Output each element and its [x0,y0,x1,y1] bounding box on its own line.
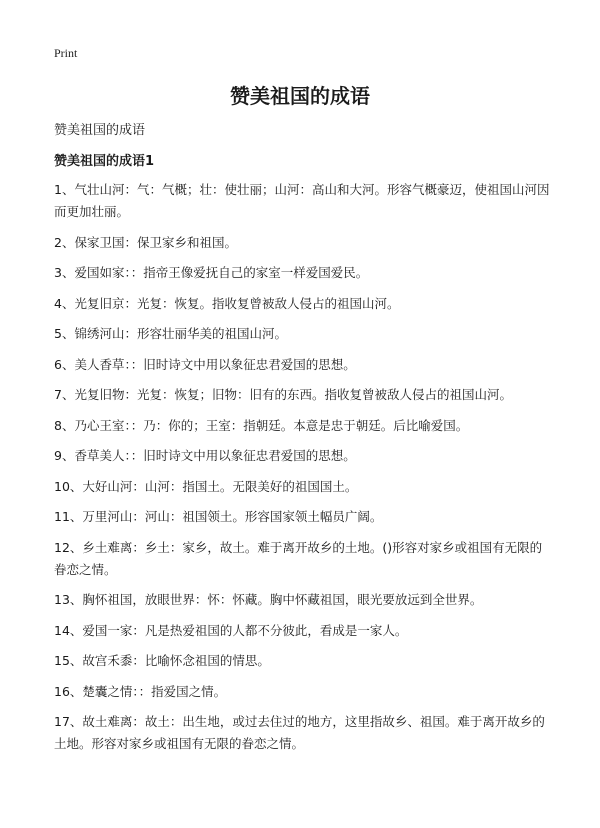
idiom-item-5: 5、锦绣河山：形容壮丽华美的祖国山河。 [54,326,287,341]
idiom-item-14: 14、爱国一家：凡是热爱祖国的人都不分彼此，看成是一家人。 [54,622,408,638]
idiom-list [54,179,554,764]
subtitle: 赞美祖国的成语 [54,123,146,138]
idiom-item-12: 12、乡土难离：乡土：家乡，故土。难于离开故乡的土地。()形容对家乡或祖国有无限的眷恋之情。 [54,539,543,577]
idiom-item-11: 11、万里河山：河山：祖国领土。形容国家领土幅员广阔。 [54,509,383,524]
idiom-item-7: 7、光复旧物：光复：恢复；旧物：旧有的东西。指收复曾被敌人侵占的祖国山河。 [54,387,512,402]
idiom-item-6: 6、美人香草：：旧时诗文中用以象征忠君爱国的思想。 [54,356,356,372]
idiom-item-15: 15、故宫禾黍：比喻怀念祖国的情思。 [54,653,270,668]
idiom-item-3: 3、爱国如家：：指帝王像爱抚自己的家室一样爱国爱民。 [54,265,369,280]
section-heading: 赞美祖国的成语1 [54,154,155,169]
idiom-item-4: 4、光复旧京：光复：恢复。指收复曾被敌人侵占的祖国山河。 [54,295,400,311]
idiom-item-16: 16、楚囊之情：：指爱国之情。 [54,683,227,699]
idiom-item-17: 17、故土难离：故土：出生地，或过去住过的地方，这里指故乡、祖国。难于离开故乡的土地。形容对家乡或祖国有无限的眷恋之情。 [54,714,545,751]
idiom-item-10: 10、大好山河：山河：指国土。无限美好的祖国国土。 [54,478,358,494]
print-link[interactable]: Print [54,46,78,60]
idiom-item-8: 8、乃心王室：：乃：你的；王室：指朝廷。本意是忠于朝廷。后比喻爱国。 [54,417,469,433]
page-title: 赞美祖国的成语 [230,84,370,108]
idiom-item-9: 9、香草美人：：旧时诗文中用以象征忠君爱国的思想。 [54,448,356,463]
idiom-item-2: 2、保家卫国：保卫家乡和祖国。 [54,234,237,250]
idiom-item-13: 13、胸怀祖国，放眼世界：怀：怀藏。胸中怀藏祖国，眼光要放远到全世界。 [54,592,483,607]
idiom-item-1: 1、气壮山河：气：气概；壮：使壮丽；山河：高山和大河。形容气概豪迈，使祖国山河因而更加壮丽。 [54,182,550,219]
